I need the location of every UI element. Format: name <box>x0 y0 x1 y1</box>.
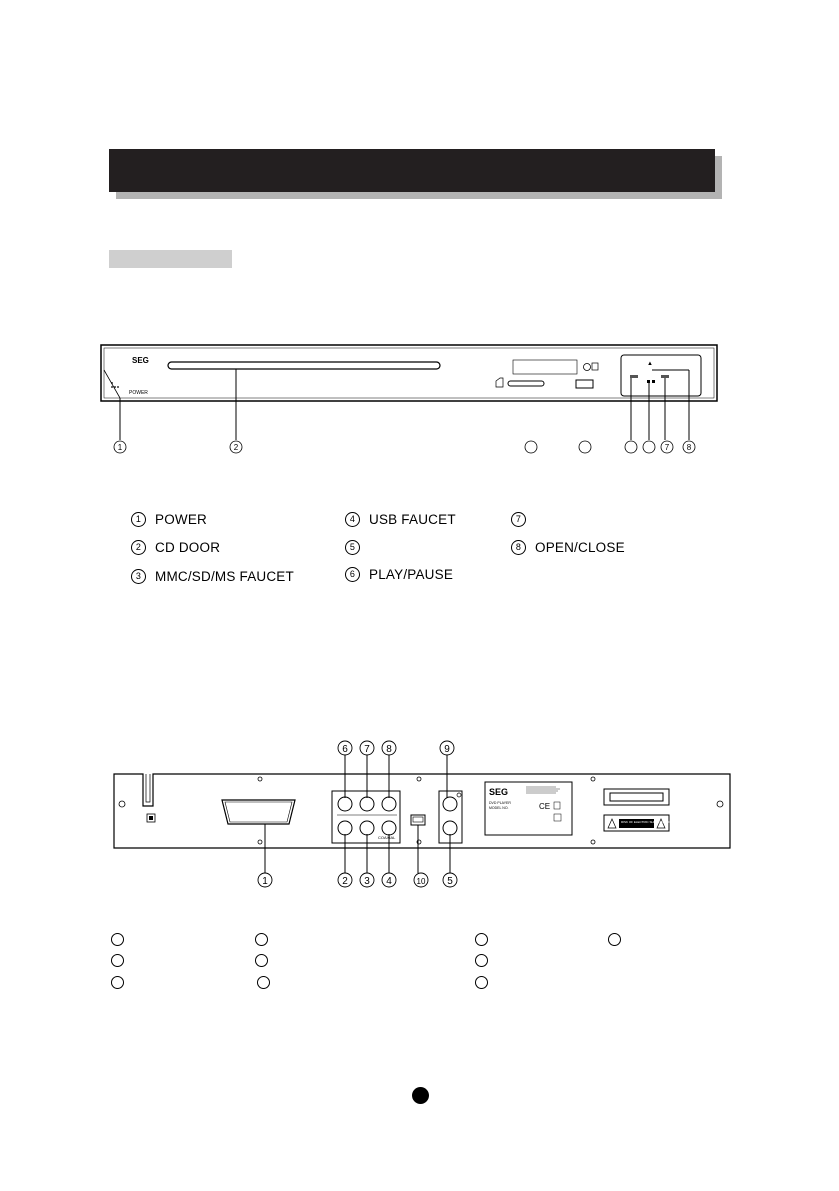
rear-callout-9: 9 <box>444 744 450 755</box>
rear-legend-marker <box>111 954 124 967</box>
front-power-label: POWER <box>129 390 148 396</box>
front-callout-7: 7 <box>664 443 670 452</box>
legend-num: 4 <box>345 512 360 527</box>
legend-label: MMC/SD/MS FAUCET <box>155 569 294 584</box>
rear-callout-2: 2 <box>342 876 348 887</box>
legend-label: POWER <box>155 512 208 527</box>
legend-label: USB FAUCET <box>369 512 456 527</box>
rear-legend-marker <box>257 976 270 989</box>
legend-item-card-faucet <box>131 569 294 584</box>
rear-legend-marker <box>608 933 621 946</box>
legend-item-open-close <box>511 540 625 555</box>
rear-callout-10: 10 <box>416 877 426 886</box>
legend-item-usb-faucet <box>345 512 456 527</box>
rear-warning-text: RISK OF ELECTRIC SHOCK DO NOT OPEN <box>621 820 682 824</box>
legend-item-cd-door <box>131 540 220 555</box>
subsection-tab <box>109 250 232 268</box>
section-title-bar <box>109 149 715 192</box>
rear-label-model: MODEL NO. <box>489 806 509 810</box>
legend-num: 2 <box>131 540 146 555</box>
rear-legend-marker <box>111 933 124 946</box>
legend-num: 6 <box>345 567 360 582</box>
rear-legend-marker <box>255 954 268 967</box>
page-number-marker <box>412 1087 429 1104</box>
legend-item-5 <box>345 540 369 555</box>
rear-label-product: DVD PLAYER <box>489 801 511 805</box>
rear-legend-marker <box>475 954 488 967</box>
rear-legend-marker <box>255 933 268 946</box>
front-panel-diagram <box>95 340 725 458</box>
legend-item-power <box>131 512 207 527</box>
rear-callout-1: 1 <box>262 876 268 887</box>
legend-num: 3 <box>131 569 146 584</box>
legend-label: PLAY/PAUSE <box>369 567 454 582</box>
coaxial-label: COAXIAL <box>378 835 396 840</box>
rear-callout-4: 4 <box>386 876 392 887</box>
legend-num: 8 <box>511 540 526 555</box>
legend-num: 5 <box>345 540 360 555</box>
rear-callout-8: 8 <box>386 744 392 755</box>
legend-item-play-pause <box>345 567 453 582</box>
front-callout-2: 2 <box>233 443 239 452</box>
svg-text:▲: ▲ <box>647 361 653 367</box>
svg-text:CE: CE <box>539 802 551 811</box>
legend-item-7 <box>511 512 535 527</box>
rear-legend-marker <box>475 976 488 989</box>
legend-num: 7 <box>511 512 526 527</box>
legend-label: OPEN/CLOSE <box>535 540 625 555</box>
legend-label: CD DOOR <box>155 540 221 555</box>
rear-callout-7: 7 <box>364 744 370 755</box>
rear-legend-marker <box>111 976 124 989</box>
rear-callout-5: 5 <box>447 876 453 887</box>
rear-callout-3: 3 <box>364 876 370 887</box>
front-brand-logo: SEG <box>132 356 149 365</box>
front-callout-1: 1 <box>117 443 123 452</box>
rear-legend-marker <box>475 933 488 946</box>
front-callout-8: 8 <box>686 443 692 452</box>
rear-brand-logo: SEG <box>489 787 509 797</box>
legend-num: 1 <box>131 512 146 527</box>
rear-callout-6: 6 <box>342 744 348 755</box>
rear-panel-diagram <box>108 738 736 890</box>
